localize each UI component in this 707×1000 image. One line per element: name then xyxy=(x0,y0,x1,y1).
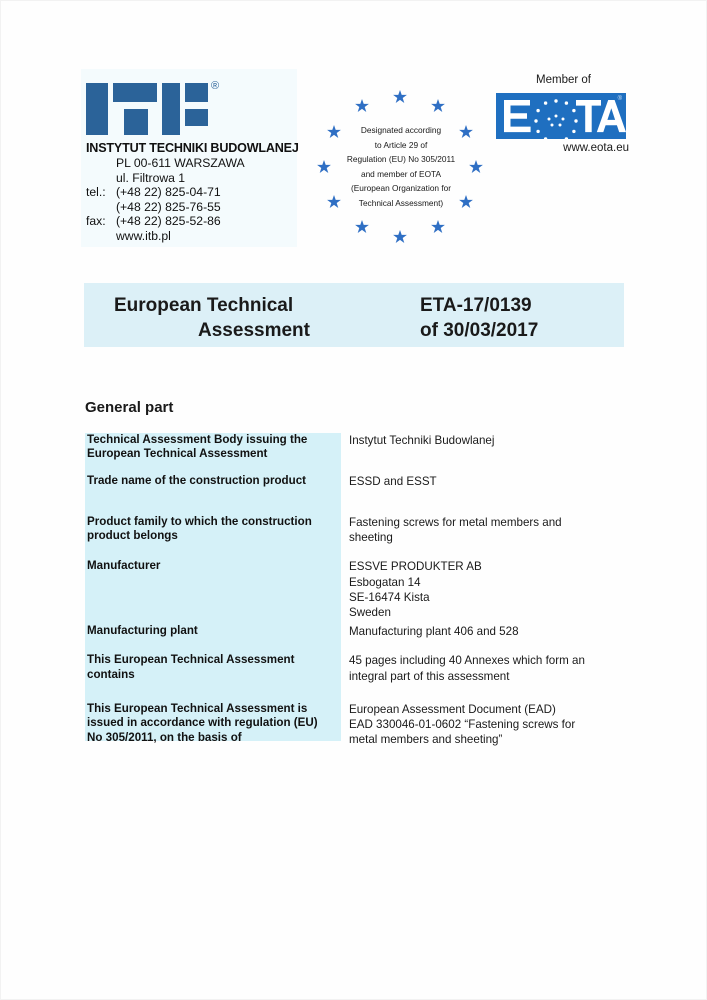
eu-text-line: Designated according xyxy=(360,125,442,135)
table-value-line: sheeting xyxy=(349,531,393,545)
eota-logo-svg xyxy=(496,93,626,139)
table-row-value xyxy=(341,433,625,448)
table-value-line: ESSVE PRODUKTER AB xyxy=(349,560,482,574)
table-row-value xyxy=(341,515,625,545)
itb-contact-text: (+48 22) 825-52-86 xyxy=(116,214,221,229)
table-row-label: This European Technical Assessment contains xyxy=(87,653,295,681)
table-row xyxy=(85,474,625,489)
table-value-line: Fastening screws for metal members and xyxy=(349,516,562,530)
table-value-line: integral part of this assessment xyxy=(349,669,510,683)
table-row xyxy=(85,653,625,683)
table-value-line: Esbogatan 14 xyxy=(349,575,421,589)
eu-star-icon xyxy=(355,99,368,112)
itb-website-text: www.itb.pl xyxy=(116,228,171,243)
table-row-value xyxy=(341,559,625,620)
table-row xyxy=(85,515,625,545)
table-value-line: Sweden xyxy=(349,606,391,620)
itb-contact-text: (+48 22) 825-76-55 xyxy=(116,199,221,214)
itb-contact-block xyxy=(86,141,299,244)
document-reference xyxy=(420,293,620,343)
itb-registered-mark: ® xyxy=(211,80,220,92)
eu-star-icon xyxy=(393,230,406,243)
itb-contact-line xyxy=(86,214,296,229)
eota-url-link[interactable]: www.eota.eu xyxy=(563,142,629,154)
table-value-line: European Assessment Document (EAD) xyxy=(349,702,556,716)
table-value-line: Instytut Techniki Budowlanej xyxy=(349,434,495,447)
eu-stars-designation xyxy=(314,87,486,245)
eta-date: of 30/03/2017 xyxy=(420,320,539,341)
table-value-line: EAD 330046-01-0602 “Fastening screws for xyxy=(349,718,576,732)
table-value-line: 45 pages including 40 Annexes which form an xyxy=(349,654,585,668)
document-header xyxy=(1,1,707,261)
itb-contact-line xyxy=(86,156,296,171)
itb-identity-block xyxy=(81,69,297,247)
table-row-label: Trade name of the construction product xyxy=(87,473,307,487)
eu-star-icon xyxy=(355,220,368,233)
itb-website-line[interactable] xyxy=(86,229,296,244)
table-row-value xyxy=(341,474,625,489)
table-row-label: Manufacturer xyxy=(87,559,161,573)
eota-member-of-label: Member of xyxy=(536,74,591,86)
itb-contact-text: PL 00-611 WARSZAWA xyxy=(116,156,245,170)
eota-member-block xyxy=(493,73,629,159)
table-row-value xyxy=(341,702,625,748)
table-row-label: Technical Assessment Body issuing the European Technical Assessment xyxy=(87,433,308,461)
table-value-line: ESSD and ESST xyxy=(349,474,437,488)
table-row-label: This European Technical Assessment is issued in accordance with regulation (EU) No 305/2011, on the basis of xyxy=(87,701,318,744)
eota-registered-mark: ® xyxy=(617,96,622,102)
eu-text-line: to Article 29 of xyxy=(374,139,428,150)
document-title xyxy=(114,293,394,343)
general-part-table xyxy=(85,433,625,747)
eu-star-icon xyxy=(431,99,444,112)
eu-star-icon xyxy=(431,220,444,233)
table-row xyxy=(85,624,625,639)
table-row xyxy=(85,433,625,462)
itb-contact-line xyxy=(86,185,296,200)
table-row-value xyxy=(341,653,625,683)
eu-star-icon xyxy=(317,160,330,173)
eu-text-line: (European Organization for xyxy=(350,183,452,194)
itb-logo-icon xyxy=(86,83,208,135)
itb-contact-text: (+48 22) 825-04-71 xyxy=(116,185,221,200)
table-row xyxy=(85,559,625,620)
eu-text-line: Regulation (EU) No 305/2011 xyxy=(346,154,456,165)
title-line-2: Assessment xyxy=(198,320,310,341)
section-heading-general-part: General part xyxy=(85,399,174,416)
eu-star-icon xyxy=(393,90,406,103)
itb-contact-line xyxy=(86,171,296,186)
eu-designation-text xyxy=(331,123,471,211)
itb-contact-line xyxy=(86,200,296,215)
eota-logo-icon xyxy=(496,93,626,139)
document-title-bar xyxy=(84,283,624,347)
eu-text-line: Technical Assessment) xyxy=(358,197,444,208)
itb-contact-text: ul. Filtrowa 1 xyxy=(116,170,186,185)
title-line-1: European Technical xyxy=(114,295,294,316)
table-value-line: metal members and sheeting” xyxy=(349,733,503,747)
table-row-value xyxy=(341,624,625,639)
table-value-line: Manufacturing plant 406 and 528 xyxy=(349,625,519,639)
itb-fax-label: fax: xyxy=(86,214,106,229)
itb-tel-label: tel.: xyxy=(86,185,106,200)
table-row-label: Product family to which the construction product belongs xyxy=(87,515,312,543)
eu-text-line: and member of EOTA xyxy=(360,168,442,179)
itb-institute-name: INSTYTUT TECHNIKI BUDOWLANEJ xyxy=(86,141,299,155)
table-row-label: Manufacturing plant xyxy=(87,624,198,638)
eta-number: ETA-17/0139 xyxy=(420,295,532,316)
table-value-line: SE-16474 Kista xyxy=(349,590,430,604)
table-row xyxy=(85,702,625,748)
